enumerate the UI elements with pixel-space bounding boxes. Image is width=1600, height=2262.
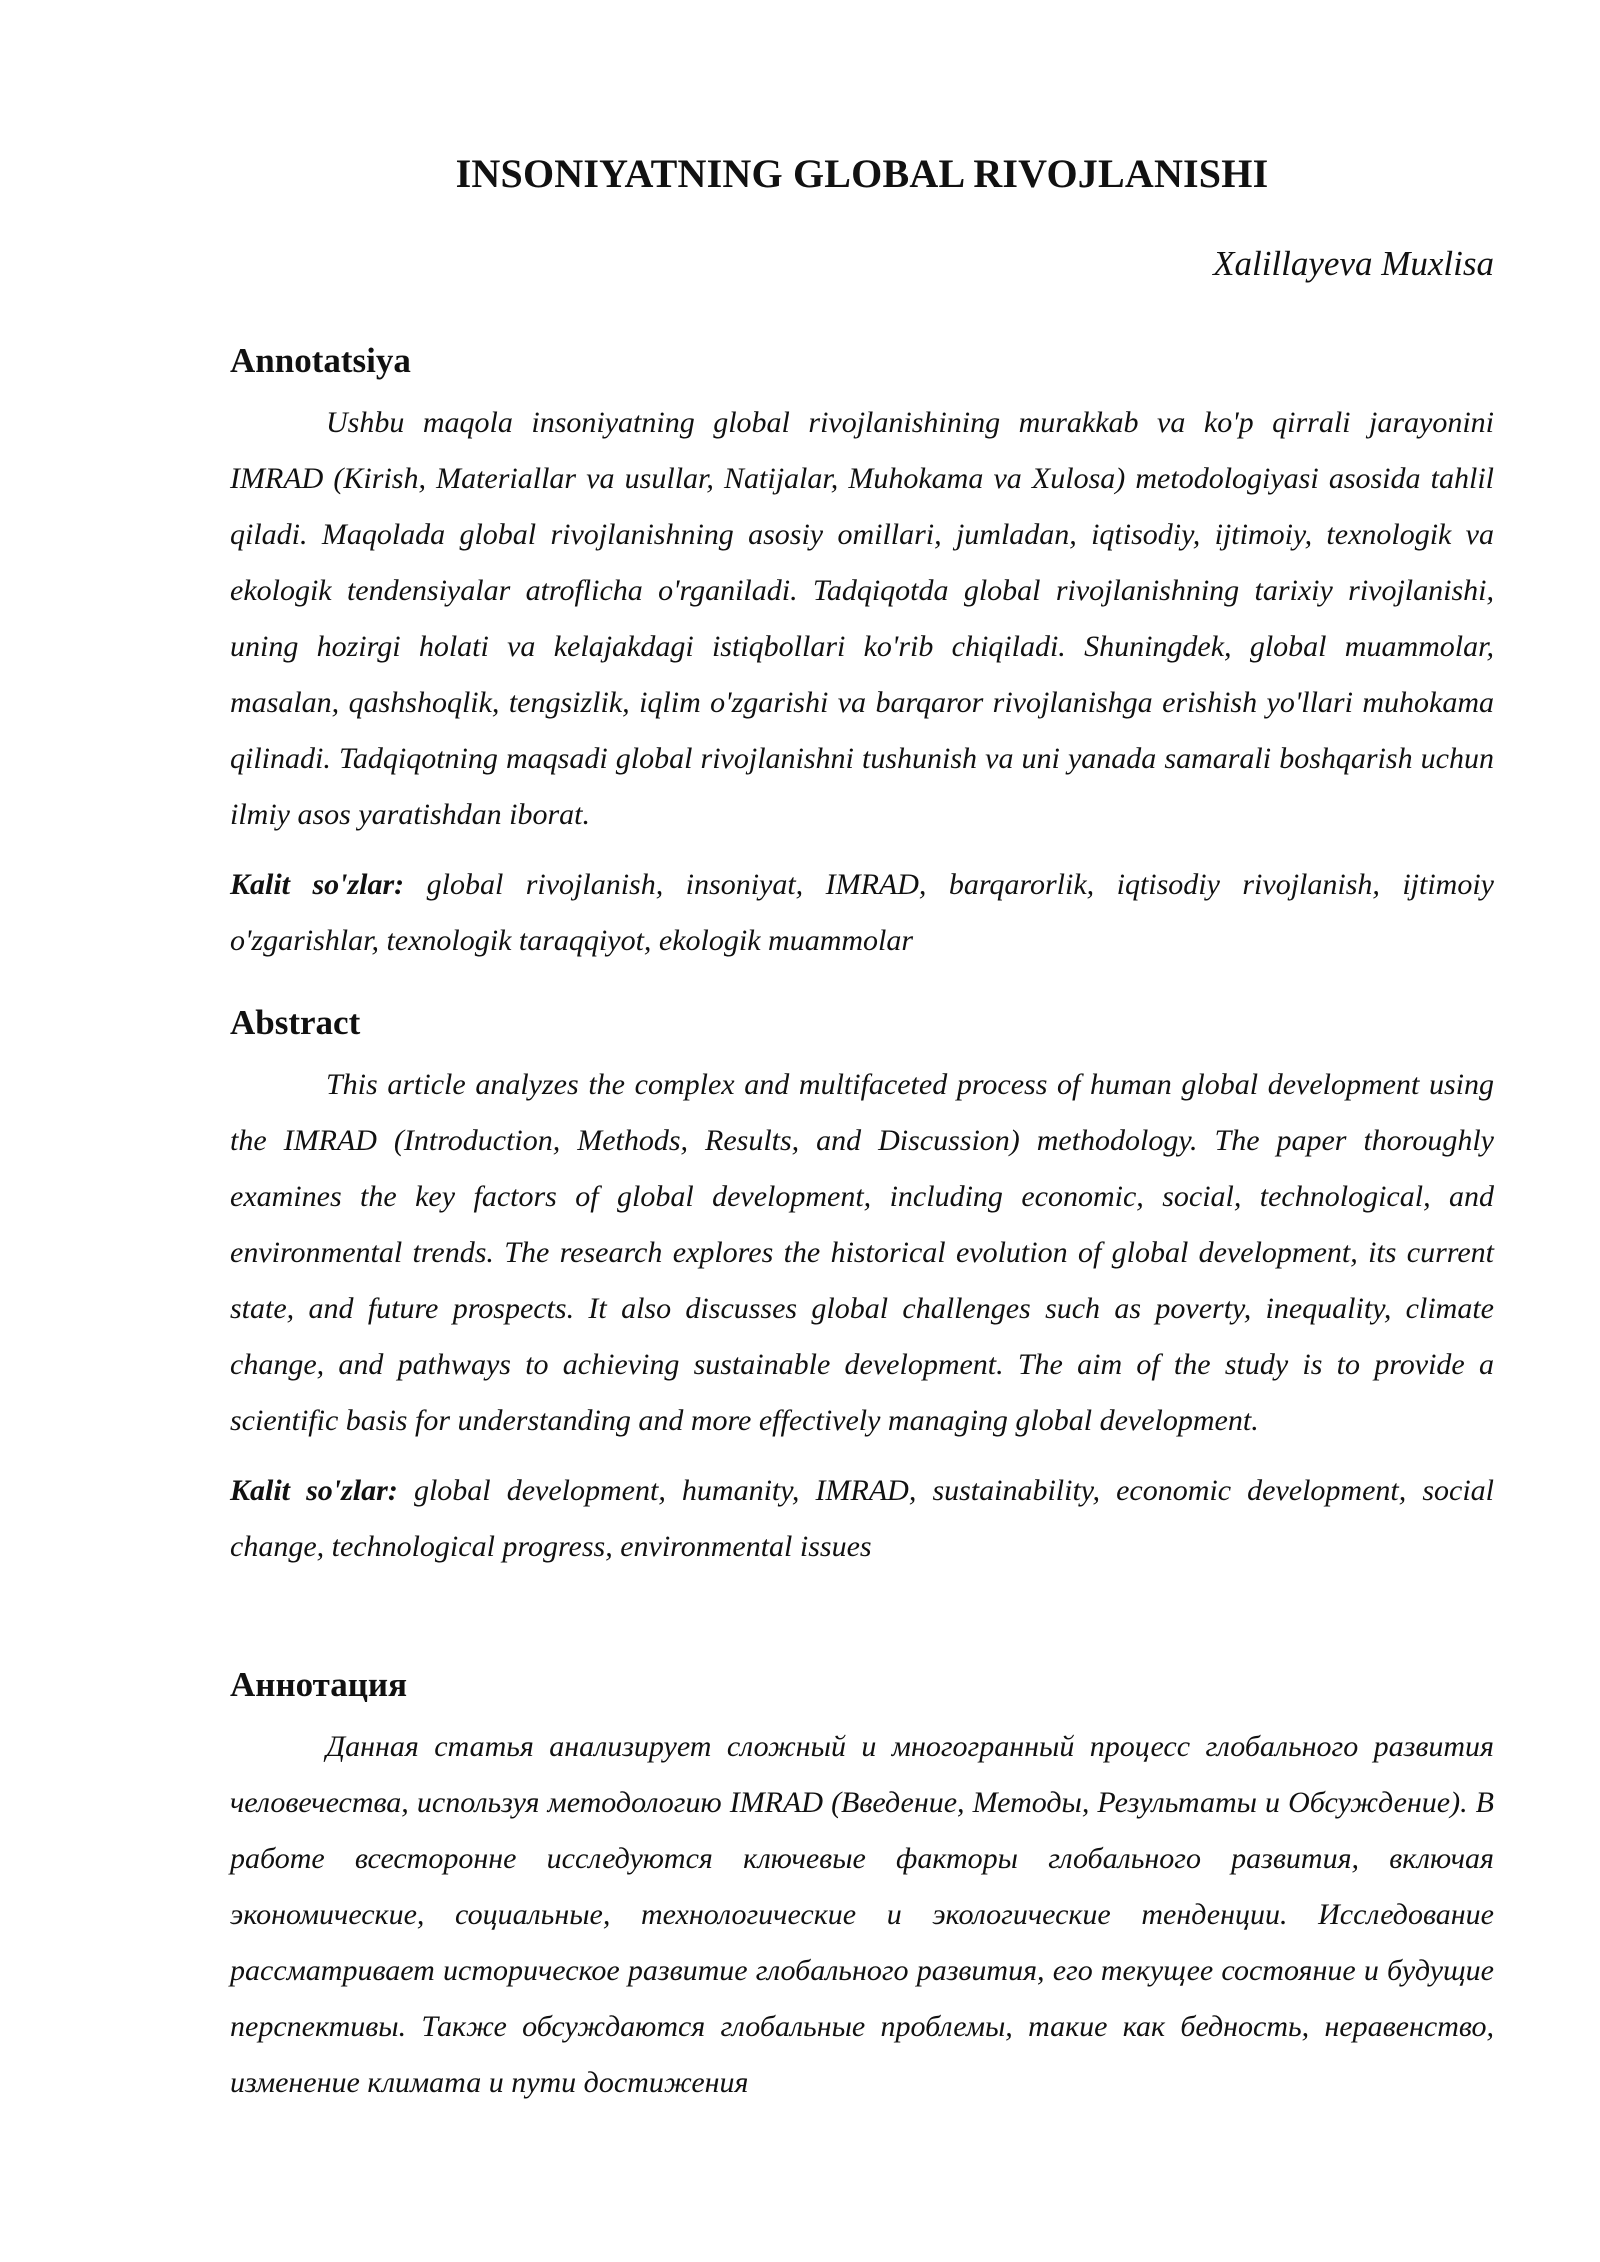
author-name: Xalillayeva Muxlisa (1213, 244, 1494, 283)
keywords-label: Kalit so'zlar: (230, 1473, 398, 1507)
abstract-paragraph: This article analyzes the complex and multifaceted process of human global development using the IMRAD (Introduction, Methods, Results, and Discussion) methodology. The paper thoroughly examines the key factors of global development, including economic, social, technological, and environmental trends. The research explores the historical evolution of global development, its current state, and future prospects. It also discusses global challenges such as poverty, inequality, climate change, and pathways to achieving sustainable development. The aim of the study is to provide a scientific basis for understanding and more effectively managing global development. (230, 1067, 1494, 1437)
abstract-paragraph: Данная статья анализирует сложный и многогранный процесс глобального развития человечества, используя методологию IMRAD (Введение, Методы, Результаты и Обсуждение). В работе всесторонне исследуются ключевые факторы глобального развития, включая экономические, социальные, технологические и экологические тенденции. Исследование рассматривает историческое развитие глобального развития, его текущее состояние и будущие перспективы. Также обсуждаются глобальные проблемы, такие как бедность, неравенство, изменение климата и пути достижения (230, 1729, 1494, 2099)
keywords-line (230, 857, 1494, 969)
section-annotatsiya-ru (230, 1666, 1494, 2111)
section-abstract (230, 1004, 1494, 1575)
section-heading: Abstract (230, 1003, 361, 1042)
keywords-text: global development, humanity, IMRAD, sustainability, economic development, social change, technological progress, environmental issues (230, 1473, 1495, 1563)
section-heading: Annotatsiya (230, 341, 411, 380)
abstract-paragraph: Ushbu maqola insoniyatning global rivojlanishining murakkab va ko'p qirrali jarayonini IMRAD (Kirish, Materiallar va usullar, Natijalar, Muhokama va Xulosa) metodologiyasi asosida tahlil qiladi. Maqolada global rivojlanishning asosiy omillari, jumladan, iqtisodiy, ijtimoiy, texnologik va ekologik tendensiyalar atroflicha o'rganiladi. Tadqiqotda global rivojlanishning tarixiy rivojlanishi, uning hozirgi holati va kelajakdagi istiqbollari ko'rib chiqiladi. Shuningdek, global muammolar, masalan, qashshoqlik, tengsizlik, iqlim o'zgarishi va barqaror rivojlanishga erishish yo'llari muhokama qilinadi. Tadqiqotning maqsadi global rivojlanishni tushunish va uni yanada samarali boshqarish uchun ilmiy asos yaratishdan iborat. (230, 405, 1494, 831)
paper-title: INSONIYATNING GLOBAL RIVOJLANISHI (455, 151, 1269, 196)
keywords-line (230, 1463, 1494, 1575)
keywords-text: global rivojlanish, insoniyat, IMRAD, barqarorlik, iqtisodiy rivojlanish, ijtimoiy o'zgarishlar, texnologik taraqqiyot, ekologik muammolar (230, 867, 1494, 957)
keywords-label: Kalit so'zlar: (230, 867, 405, 901)
section-annotatsiya (230, 342, 1494, 969)
section-heading: Аннотация (230, 1665, 408, 1704)
